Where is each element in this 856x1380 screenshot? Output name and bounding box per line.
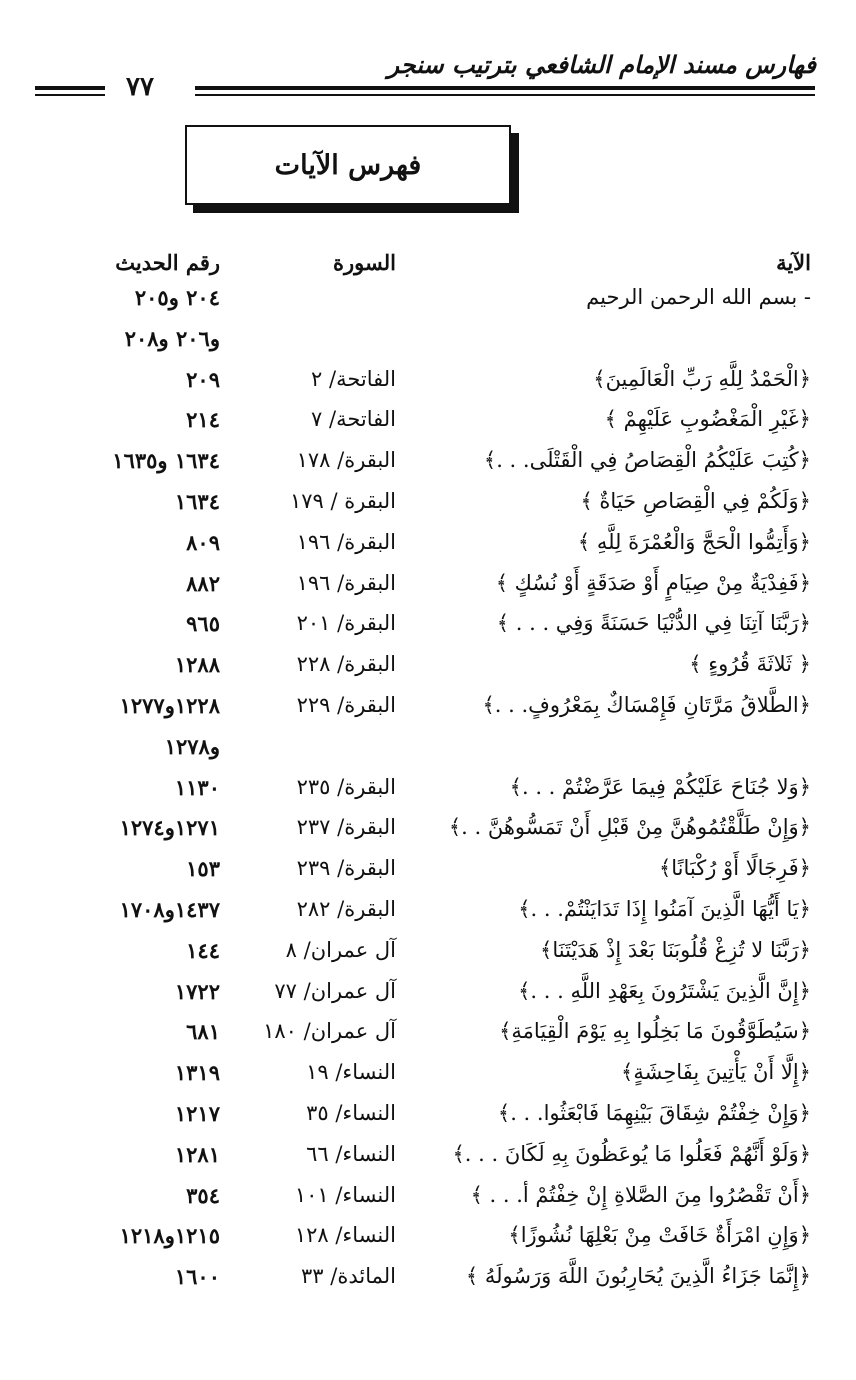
surah-reference: البقرة / ١٧٩ (289, 489, 396, 513)
ayah-text: ﴿أَنْ تَقْصُرُوا مِنَ الصَّلاةِ إِنْ خِفْتُمْ أ. . . ﴾ (470, 1182, 811, 1207)
surah-reference: البقرة/ ١٩٦ (296, 529, 396, 554)
index-row (0, 897, 856, 937)
index-row (0, 938, 856, 978)
ayah-text: ﴿وَلَكُمْ فِي الْقِصَاصِ حَيَاةٌ ﴾ (580, 489, 811, 513)
surah-reference: البقرة/ ١٧٨ (296, 448, 396, 473)
header-rule-right-bottom (195, 94, 815, 96)
index-row (0, 285, 856, 325)
column-header-ayah: الآية (776, 250, 811, 275)
ayah-text: ﴿سَيُطَوَّقُونَ مَا بَخِلُوا بِهِ يَوْمَ الْقِيَامَةِ﴾ (499, 1019, 811, 1044)
ayah-text: ﴿ ثَلاثَةَ قُرُوءٍ ﴾ (689, 652, 811, 677)
hadith-number: ٢١٤ (186, 407, 220, 433)
ayah-text: ﴿إِلَّا أَنْ يَأْتِينَ بِفَاحِشَةٍ﴾ (621, 1060, 811, 1085)
hadith-number: ١٢١٧ (174, 1101, 220, 1126)
column-header-surah: السورة (333, 250, 396, 275)
hadith-number: و٢٠٦ و٢٠٨ (124, 325, 220, 351)
index-row (0, 693, 856, 733)
hadith-number: ١٢٢٨و١٢٧٧ (119, 693, 220, 718)
running-header-title: فهارس مسند الإمام الشافعي بترتيب سنجر (387, 50, 816, 79)
hadith-number: ٨٠٩ (186, 529, 220, 555)
surah-reference: آل عمران/ ١٨٠ (263, 1019, 396, 1044)
ayah-text: ﴿وَأَتِمُّوا الْحَجَّ وَالْعُمْرَةَ لِلَّهِ ﴾ (577, 529, 811, 554)
index-row (0, 775, 856, 815)
surah-reference: آل عمران/ ٧٧ (274, 978, 396, 1003)
surah-reference: البقرة/ ٢٨٢ (296, 897, 396, 921)
ayah-text: ﴿فَفِدْيَةٌ مِنْ صِيَامٍ أَوْ صَدَقَةٍ أَوْ نُسُكٍ ﴾ (495, 570, 811, 595)
ayah-text: ﴿رَبَّنَا لا تُزِغْ قُلُوبَنَا بَعْدَ إِذْ هَدَيْتَنَا﴾ (540, 937, 811, 962)
index-row (0, 611, 856, 651)
ayah-text: ﴿رَبَّنَا آتِنَا فِي الدُّنْيَا حَسَنَةً وَفِي . . . ﴾ (496, 611, 811, 636)
surah-reference: النساء/ ١٢٨ (294, 1223, 396, 1248)
surah-reference: النساء/ ١٩ (306, 1060, 396, 1085)
surah-reference: المائدة/ ٣٣ (301, 1264, 396, 1289)
index-row (0, 1223, 856, 1263)
ayah-text: ﴿الْحَمْدُ لِلَّهِ رَبِّ الْعَالَمِينَ﴾ (593, 366, 811, 391)
index-row (0, 652, 856, 692)
ayah-text: ﴿وَإِنْ طَلَّقْتُمُوهُنَّ مِنْ قَبْلِ أَنْ تَمَسُّوهُنَّ . .﴾ (448, 815, 811, 840)
ayah-text: ﴿وَإِنِ امْرَأَةٌ خَافَتْ مِنْ بَعْلِهَا نُشُوزًا﴾ (508, 1223, 811, 1248)
index-row (0, 1264, 856, 1304)
ayah-text: ﴿إِنَّ الَّذِينَ يَشْتَرُونَ بِعَهْدِ اللَّهِ . . .﴾ (518, 978, 811, 1003)
index-row (0, 367, 856, 407)
index-row (0, 326, 856, 366)
ayah-text: ﴿إِنَّمَا جَزَاءُ الَّذِينَ يُحَارِبُونَ اللَّهَ وَرَسُولَهُ ﴾ (465, 1264, 811, 1289)
index-row (0, 448, 856, 488)
header-rule-left-bottom (35, 94, 105, 96)
index-row (0, 489, 856, 529)
hadith-number: ١٤٣٧و١٧٠٨ (119, 897, 220, 922)
surah-reference: البقرة/ ٢٣٥ (296, 774, 396, 799)
hadith-number: و١٢٧٨ (164, 733, 220, 759)
index-row (0, 1060, 856, 1100)
index-row (0, 1019, 856, 1059)
surah-reference: النساء/ ١٠١ (294, 1182, 396, 1207)
hadith-number: ٦٨١ (186, 1019, 220, 1045)
header-rule-right-top (195, 86, 815, 90)
hadith-number: ١٢٧١و١٢٧٤ (119, 815, 220, 841)
surah-reference: النساء/ ٦٦ (306, 1141, 396, 1166)
hadith-number: ١٦٣٤ و١٦٣٥ (112, 448, 220, 474)
hadith-number: ٩٦٥ (186, 611, 220, 637)
ayah-text: - بسم الله الرحمن الرحيم (586, 285, 811, 309)
hadith-number: ٨٨٢ (186, 570, 220, 596)
hadith-number: ١٦٣٤ (174, 489, 220, 514)
index-row (0, 530, 856, 570)
hadith-number: ١٦٠٠ (174, 1264, 220, 1290)
header-rule-left-top (35, 86, 105, 90)
page-number: ٧٧ (126, 72, 154, 102)
surah-reference: البقرة/ ٢٠١ (296, 611, 396, 636)
surah-reference: البقرة/ ٢٣٧ (296, 815, 396, 840)
ayah-text: ﴿غَيْرِ الْمَغْضُوبِ عَلَيْهِمْ ﴾ (604, 407, 811, 432)
hadith-number: ١١٣٠ (174, 774, 220, 800)
ayah-text: ﴿وَلا جُنَاحَ عَلَيْكُمْ فِيمَا عَرَّضْتُمْ . . .﴾ (509, 774, 811, 799)
surah-reference: الفاتحة/ ٧ (311, 407, 396, 432)
hadith-number: ١٣١٩ (174, 1060, 220, 1086)
surah-reference: البقرة/ ١٩٦ (296, 570, 396, 595)
ayah-text: ﴿وَلَوْ أَنَّهُمْ فَعَلُوا مَا يُوعَظُونَ بِهِ لَكَانَ . . .﴾ (452, 1141, 811, 1166)
section-title-box (185, 125, 511, 205)
index-row (0, 407, 856, 447)
hadith-number: ١٢١٥و١٢١٨ (119, 1223, 220, 1249)
index-row (0, 856, 856, 896)
index-row (0, 571, 856, 611)
hadith-number: ١٢٨١ (174, 1141, 220, 1167)
hadith-number: ١٢٨٨ (174, 652, 220, 678)
surah-reference: البقرة/ ٢٢٩ (296, 693, 396, 717)
hadith-number: ٣٥٤ (186, 1182, 220, 1208)
column-header-hadith: رقم الحديث (115, 250, 220, 275)
ayah-text: ﴿يَا أَيُّهَا الَّذِينَ آمَنُوا إِذَا تَدَايَنْتُمْ. . .﴾ (518, 897, 811, 921)
ayah-text: ﴿الطَّلاقُ مَرَّتَانِ فَإِمْسَاكٌ بِمَعْرُوفٍ. . .﴾ (482, 693, 811, 717)
ayah-text: ﴿وَإِنْ خِفْتُمْ شِقَاقَ بَيْنِهِمَا فَابْعَثُوا. . .﴾ (497, 1101, 811, 1125)
index-row (0, 734, 856, 774)
index-row (0, 1101, 856, 1141)
ayah-text: ﴿كُتِبَ عَلَيْكُمُ الْقِصَاصُ فِي الْقَتْلَى. . .﴾ (483, 448, 811, 473)
index-row (0, 979, 856, 1019)
hadith-number: ٢٠٤ و٢٠٥ (134, 285, 220, 310)
surah-reference: النساء/ ٣٥ (306, 1101, 396, 1125)
hadith-number: ١٤٤ (186, 937, 220, 963)
surah-reference: البقرة/ ٢٣٩ (296, 856, 396, 881)
surah-reference: آل عمران/ ٨ (285, 937, 396, 962)
hadith-number: ١٥٣ (186, 856, 220, 882)
index-row (0, 815, 856, 855)
index-row (0, 1142, 856, 1182)
index-row (0, 1183, 856, 1223)
section-title: فهرس الآيات (274, 149, 422, 181)
hadith-number: ١٧٢٢ (174, 978, 220, 1004)
hadith-number: ٢٠٩ (186, 366, 220, 392)
surah-reference: الفاتحة/ ٢ (311, 366, 396, 391)
surah-reference: البقرة/ ٢٢٨ (296, 652, 396, 677)
ayah-text: ﴿فَرِجَالًا أَوْ رُكْبَانًا﴾ (658, 856, 811, 881)
